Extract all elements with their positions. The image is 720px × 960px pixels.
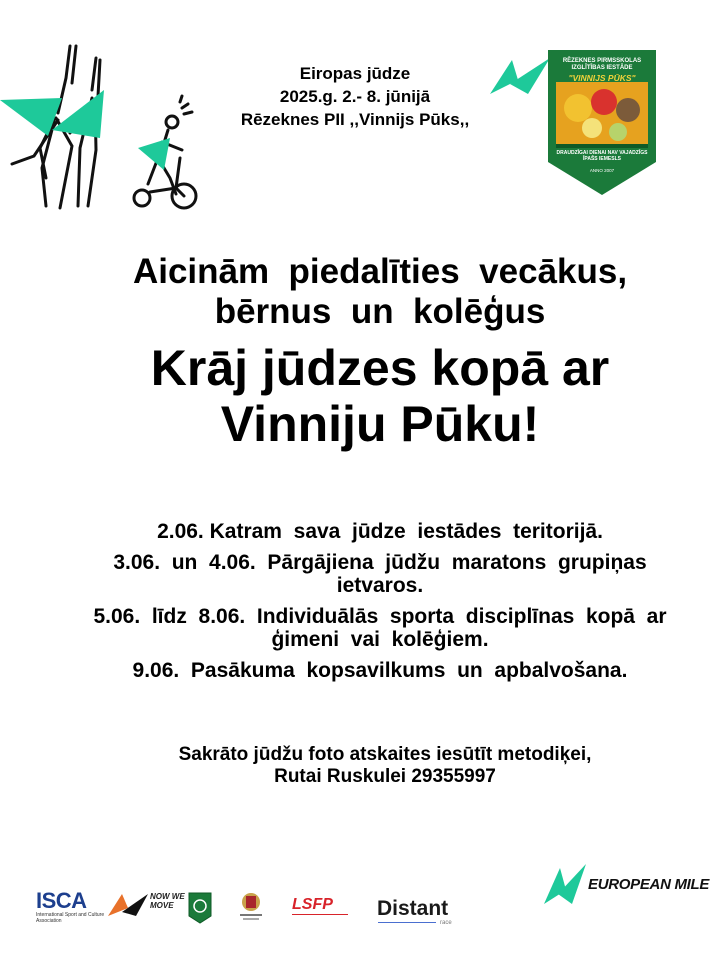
main-title-line-1: Krāj jūdzes kopā ar: [150, 340, 610, 396]
header-info: [200, 62, 510, 131]
european-mile-logo-icon: [488, 54, 554, 96]
invitation-line-2: bērnus un kolēģus: [214, 292, 546, 331]
now-we-move-logo: NOW WE MOVE: [150, 892, 185, 910]
lsfp-logo: LSFP: [292, 896, 333, 913]
schedule-item: 3.06. un 4.06. Pārgājiena jūdžu maratons grupiņas ietvaros.: [113, 551, 659, 597]
contact-info: [90, 744, 680, 788]
schedule-item: 5.06. līdz 8.06. Individuālās sporta disciplīnas kopā ar ģimeni vai kolēģiem.: [93, 605, 679, 651]
badge-year-text: ANNO 2007: [589, 168, 615, 173]
european-mile-footer-icon: [542, 862, 588, 906]
distant-subtitle: race: [440, 920, 452, 926]
event-dates: 2025.g. 2.- 8. jūnijā: [279, 87, 431, 106]
invitation-line-1: Aicinām piedalīties vecākus,: [132, 252, 628, 291]
european-mile-text: EUROPEAN MILE: [588, 876, 710, 893]
isca-subtitle: International Sport and Culture Association: [36, 912, 105, 924]
main-title-line-2: Vinniju Pūku!: [220, 396, 540, 452]
now-we-move-icon: [108, 892, 150, 918]
contact-line-2: Rutai Ruskulei 29355997: [274, 766, 496, 787]
event-host: Rēzeknes PII ,,Vinnijs Pūks,,: [240, 110, 470, 129]
badge-top-text: RĒZEKNES PIRMSSKOLAS IZGLĪTĪBAS IESTĀDE: [562, 58, 642, 71]
main-title: [40, 340, 720, 452]
ministry-coat-of-arms-icon: [234, 890, 268, 924]
walking-figures-illustration: [0, 38, 210, 218]
distant-logo: Distant: [377, 897, 449, 920]
distant-underline: [378, 922, 436, 923]
contact-line-1: Sakrāto jūdžu foto atskaites iesūtīt metodiķei,: [178, 744, 592, 765]
isca-logo: ISCA: [36, 888, 87, 913]
badge-bottom-text: DRAUDZĪGAI DIENAI NAV VAJADZĪGS ĪPAŠS IEMESLS: [556, 150, 648, 162]
schedule-item: 9.06. Pasākuma kopsavilkums un apbalvošana.: [132, 659, 628, 682]
event-name: Eiropas jūdze: [299, 64, 411, 83]
lsfp-underline: [292, 914, 348, 915]
schedule-item: 2.06. Katram sava jūdze iestādes teritorijā.: [157, 520, 603, 543]
badge-name-text: "VINNIJS PŪKS": [568, 73, 636, 83]
sports-shield-logo-icon: [188, 892, 212, 924]
schedule-list: [80, 520, 680, 690]
invitation-heading: [60, 252, 700, 332]
